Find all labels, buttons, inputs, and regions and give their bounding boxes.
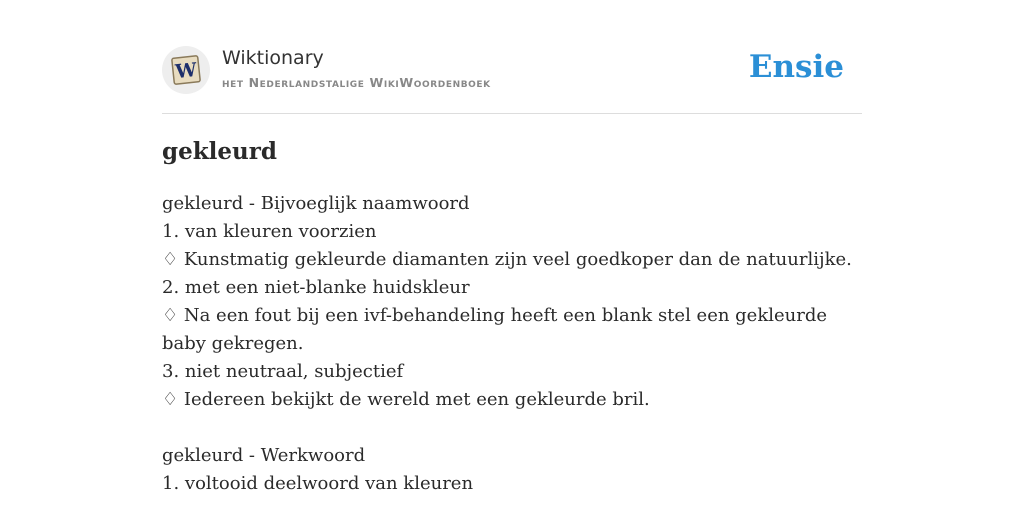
example-1: ♢ Kunstmatig gekleurde diamanten zijn veel goedkoper dan de natuurlijke. <box>162 249 852 270</box>
wiktionary-tile-icon <box>171 55 201 85</box>
page-title: gekleurd <box>162 138 277 165</box>
header-divider <box>162 113 862 114</box>
section-title-verb: gekleurd - Werkwoord <box>162 445 366 466</box>
definition-3: 3. niet neutraal, subjectief <box>162 361 404 382</box>
definition-verb-1: 1. voltooid deelwoord van kleuren <box>162 473 474 494</box>
definition-2: 2. met een niet-blanke huidskleur <box>162 277 470 298</box>
example-2: ♢ Na een fout bij een ivf-behandeling heeft een blank stel een gekleurde baby gekregen. <box>162 305 828 354</box>
site-header <box>162 46 862 96</box>
example-3: ♢ Iedereen bekijkt de wereld met een gekleurde bril. <box>162 389 650 410</box>
site-name[interactable]: Wiktionary <box>222 47 324 69</box>
section-spacer <box>162 414 862 442</box>
ensie-brand-logo[interactable]: Ensie <box>748 49 844 85</box>
section-title-adjective: gekleurd - Bijvoeglijk naamwoord <box>162 193 470 214</box>
logo-letter: W <box>174 58 198 84</box>
site-tagline: het Nederlandstalige WikiWoordenboek <box>222 75 491 90</box>
wiktionary-logo[interactable] <box>162 46 210 94</box>
definition-1: 1. van kleuren voorzien <box>162 221 377 242</box>
entry-content <box>162 190 862 498</box>
